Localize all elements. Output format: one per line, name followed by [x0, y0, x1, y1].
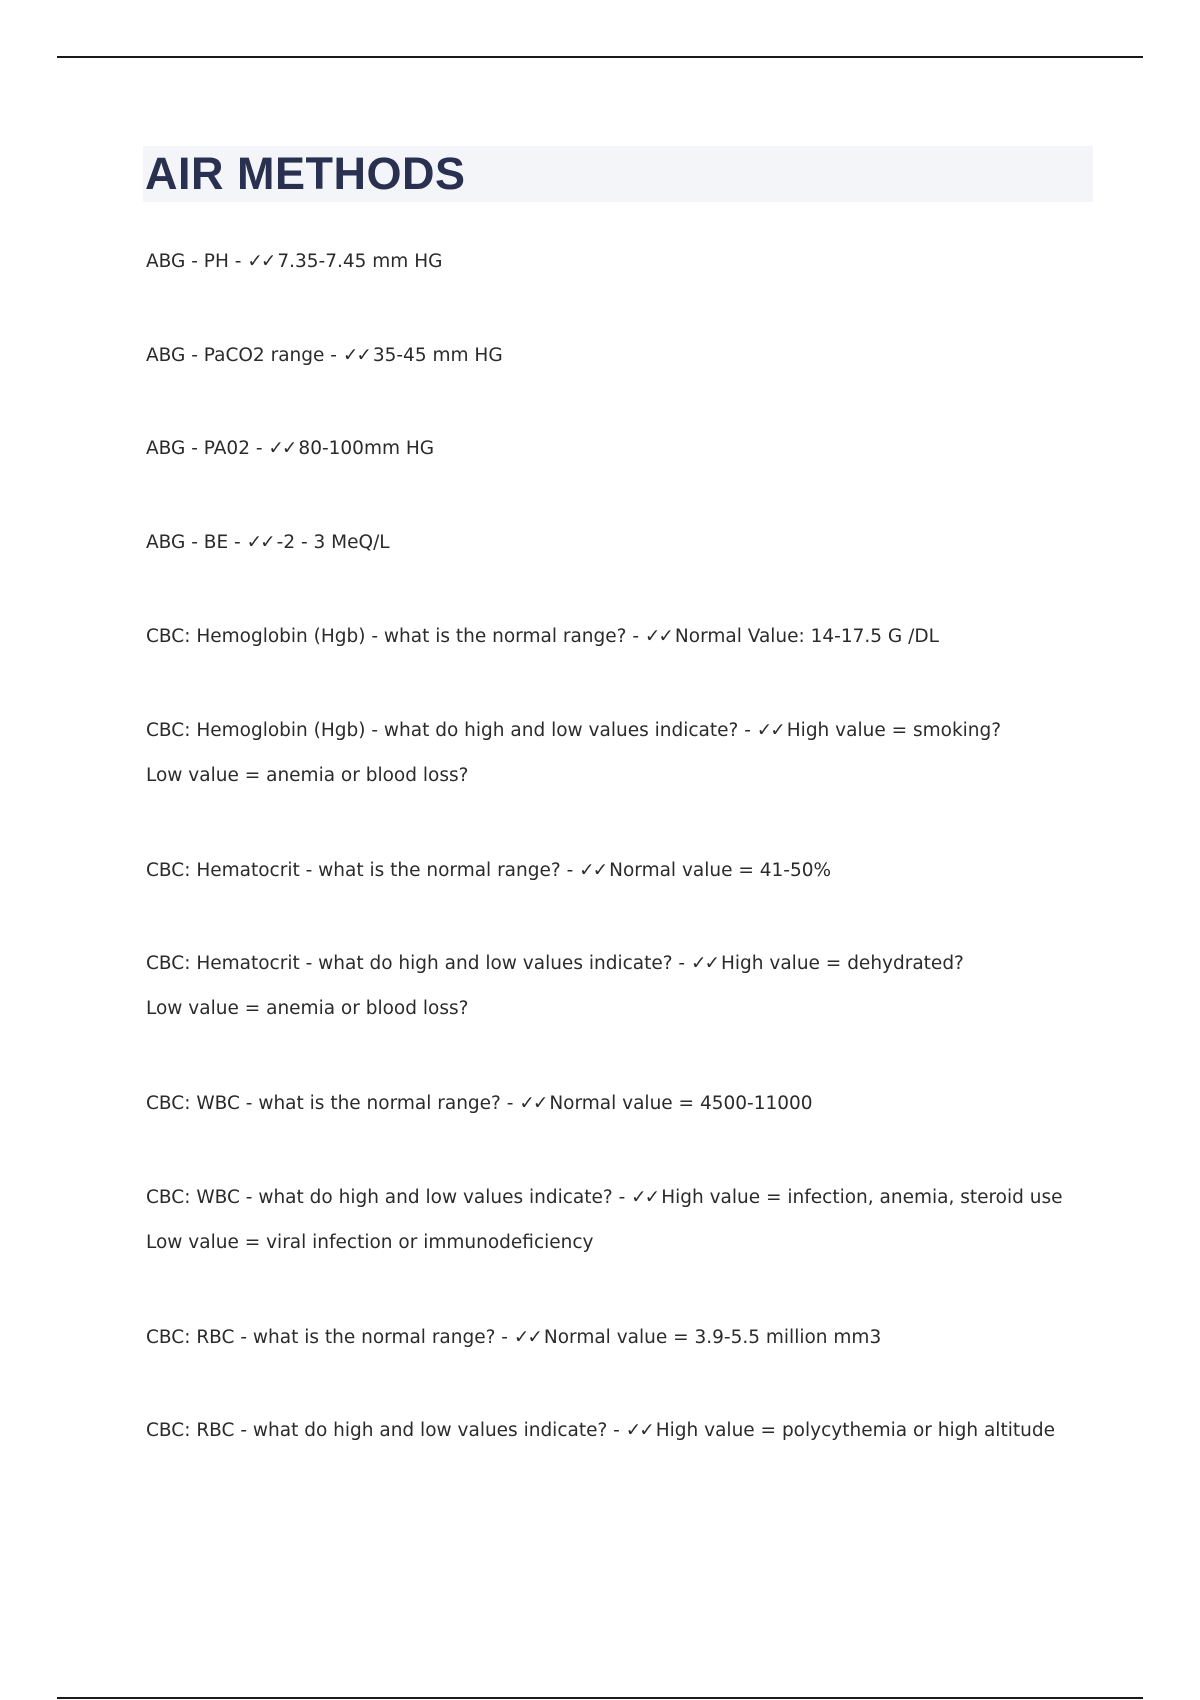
check-icon: ✓✓: [519, 1093, 547, 1114]
answer-text: Normal value = 3.9-5.5 million mm3: [543, 1327, 882, 1348]
answer-text: -2 - 3 MeQ/L: [276, 532, 390, 553]
question-text: CBC: Hematocrit - what do high and low values indicate? -: [146, 953, 691, 974]
bottom-rule: [57, 1697, 1143, 1699]
qa-item: [146, 860, 831, 882]
check-icon: ✓✓: [690, 953, 718, 974]
check-icon: ✓✓: [246, 532, 274, 553]
answer-text: Normal Value: 14-17.5 G /DL: [674, 626, 939, 647]
qa-item: [146, 438, 434, 460]
qa-item: [146, 1187, 1063, 1254]
question-text: CBC: RBC - what do high and low values indicate? -: [146, 1420, 626, 1441]
check-icon: ✓✓: [268, 438, 296, 459]
question-text: ABG - PaCO2 range -: [146, 345, 343, 366]
answer-continuation: Low value = anemia or blood loss?: [146, 765, 469, 786]
answer-text: High value = polycythemia or high altitude: [655, 1420, 1055, 1441]
check-icon: ✓✓: [579, 860, 607, 881]
answer-text: 80-100mm HG: [298, 438, 435, 459]
qa-item: [146, 626, 939, 648]
document-title: AIR METHODS: [145, 148, 466, 199]
question-text: CBC: RBC - what is the normal range? -: [146, 1327, 514, 1348]
qa-item: [146, 345, 503, 367]
question-text: CBC: Hemoglobin (Hgb) - what do high and low values indicate? -: [146, 720, 757, 741]
answer-text: High value = infection, anemia, steroid use: [661, 1187, 1063, 1208]
qa-item: [146, 251, 442, 273]
answer-continuation: Low value = anemia or blood loss?: [146, 998, 469, 1019]
question-text: CBC: Hemoglobin (Hgb) - what is the normal range? -: [146, 626, 645, 647]
answer-text: Normal value = 4500-11000: [549, 1093, 813, 1114]
answer-continuation: Low value = viral infection or immunodeficiency: [146, 1232, 594, 1253]
check-icon: ✓✓: [631, 1187, 659, 1208]
question-text: CBC: WBC - what do high and low values indicate? -: [146, 1187, 632, 1208]
check-icon: ✓✓: [625, 1420, 653, 1441]
check-icon: ✓✓: [513, 1327, 541, 1348]
question-text: CBC: WBC - what is the normal range? -: [146, 1093, 520, 1114]
qa-item: [146, 532, 390, 554]
question-text: ABG - PA02 -: [146, 438, 269, 459]
qa-item: [146, 1327, 881, 1349]
check-icon: ✓✓: [247, 251, 275, 272]
answer-text: 35-45 mm HG: [372, 345, 503, 366]
check-icon: ✓✓: [756, 720, 784, 741]
answer-text: High value = dehydrated?: [721, 953, 964, 974]
question-text: ABG - PH -: [146, 251, 248, 272]
question-text: ABG - BE -: [146, 532, 247, 553]
qa-item: [146, 953, 964, 1020]
top-rule: [57, 56, 1143, 58]
answer-text: 7.35-7.45 mm HG: [277, 251, 443, 272]
qa-item: [146, 1420, 1055, 1442]
check-icon: ✓✓: [644, 626, 672, 647]
qa-item: [146, 720, 1001, 787]
question-text: CBC: Hematocrit - what is the normal range? -: [146, 860, 580, 881]
answer-text: Normal value = 41-50%: [609, 860, 832, 881]
answer-text: High value = smoking?: [786, 720, 1002, 741]
qa-item: [146, 1093, 813, 1115]
check-icon: ✓✓: [342, 345, 370, 366]
